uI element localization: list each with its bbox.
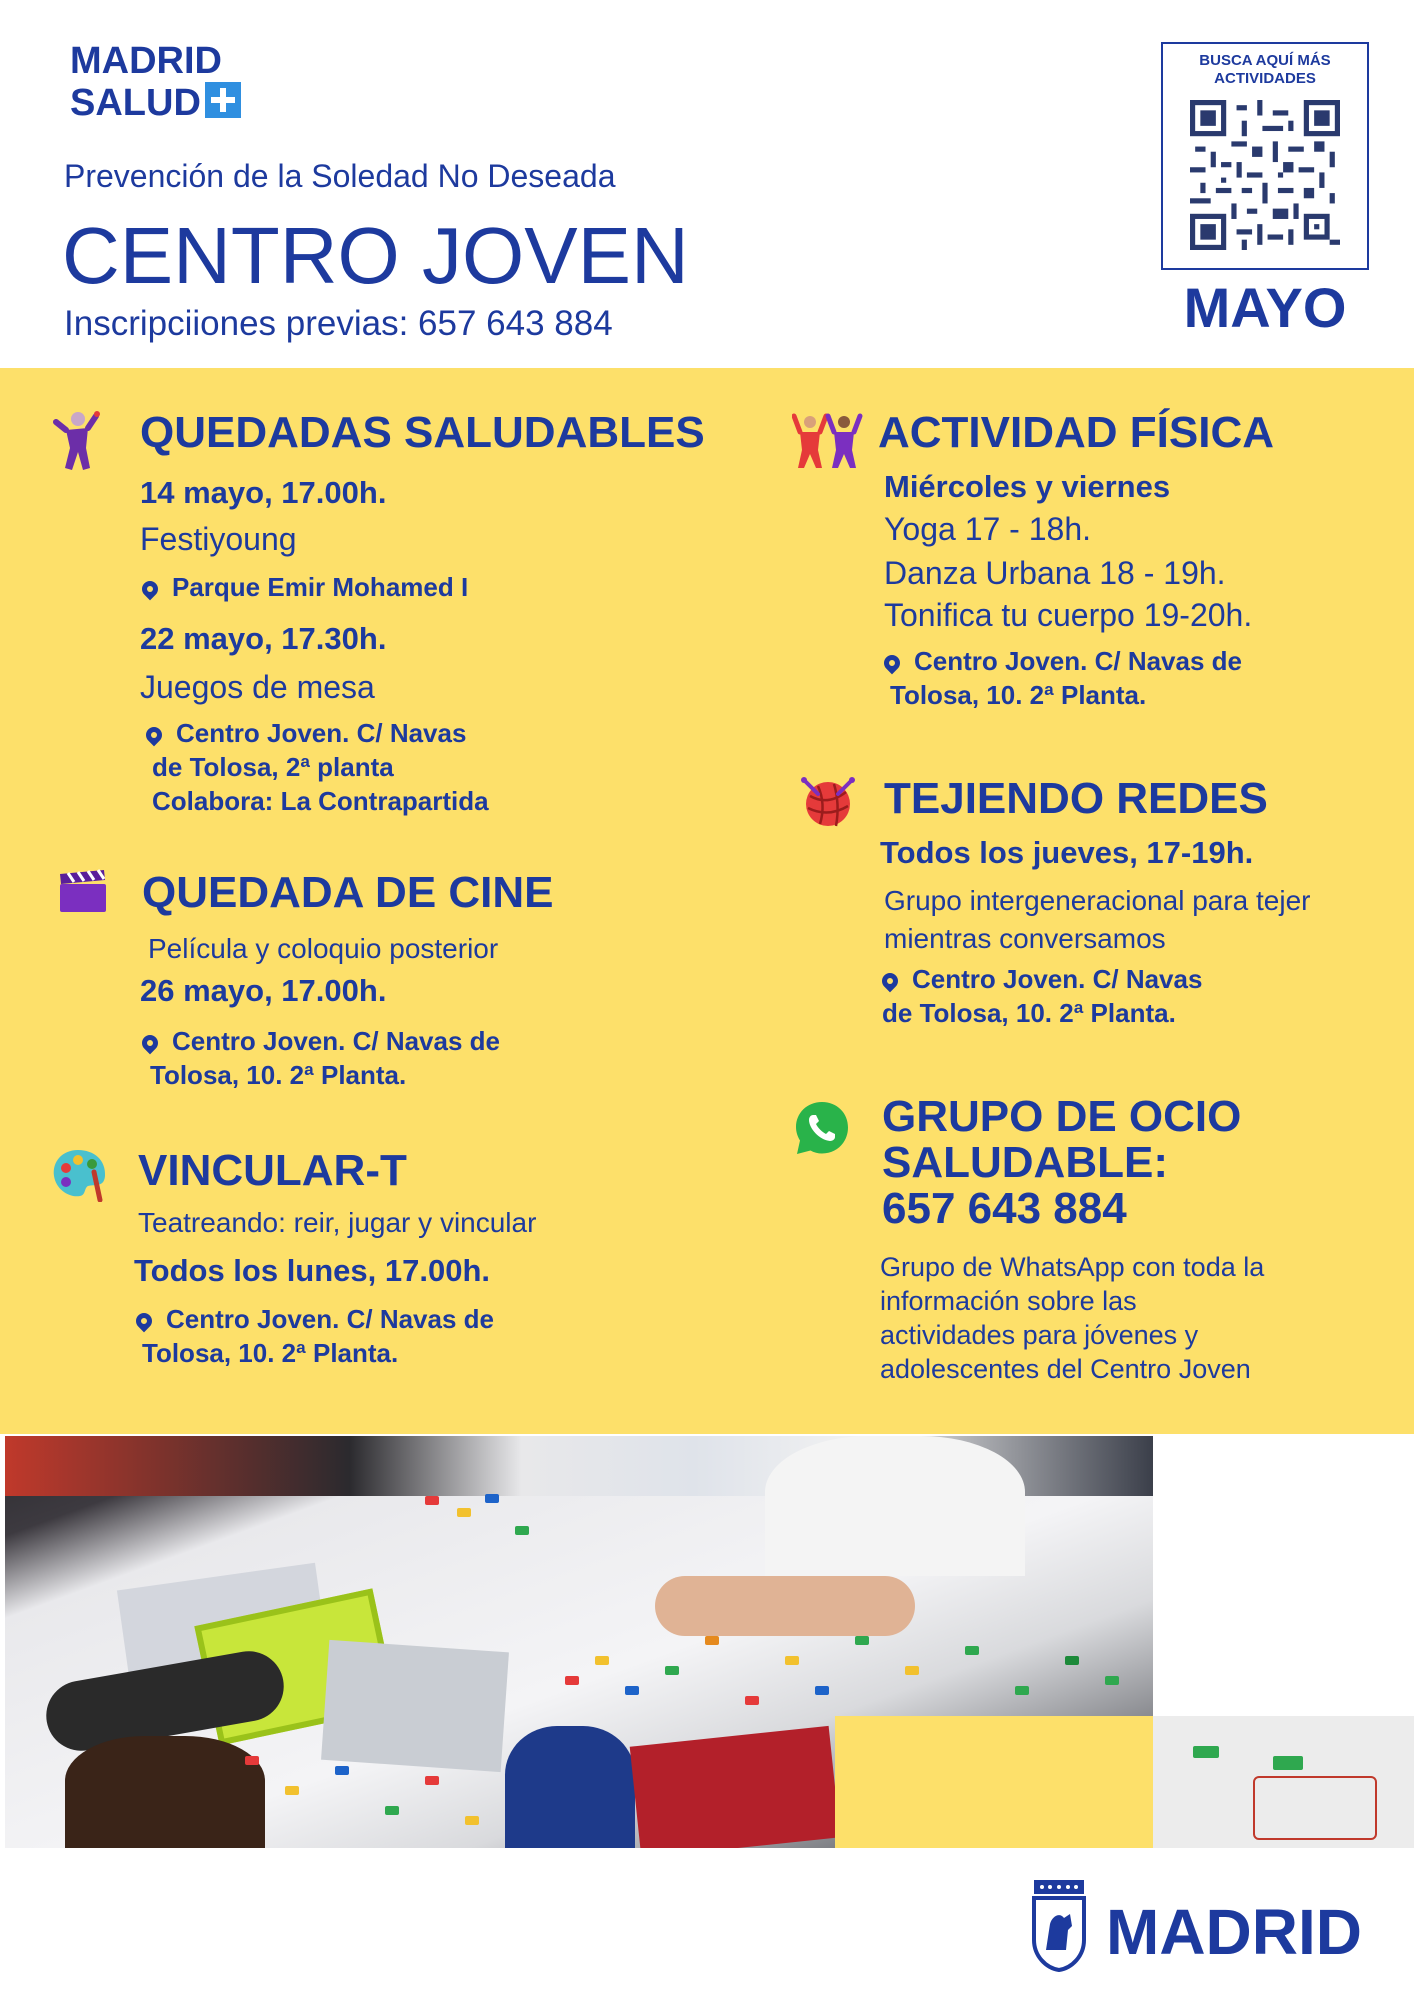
ocio-phone: 657 643 884	[882, 1184, 1127, 1233]
location-pin-icon	[879, 970, 902, 993]
page-title: CENTRO JOVEN	[62, 211, 689, 300]
plus-icon	[205, 82, 241, 118]
location-pin-icon	[139, 1032, 162, 1055]
tejiendo-title: TEJIENDO REDES	[884, 774, 1268, 823]
madrid-salud-logo	[70, 40, 241, 124]
madrid-coat-of-arms-icon	[1030, 1880, 1088, 1972]
dancing-person-icon	[52, 410, 102, 476]
qr-caption: BUSCA AQUÍ MÁS ACTIVIDADES	[1199, 52, 1331, 87]
vincular-date: Todos los lunes, 17.00h.	[134, 1253, 491, 1288]
quedadas-location-1: Parque Emir Mohamed I	[142, 570, 468, 604]
location-pin-icon	[881, 652, 904, 675]
quedadas-date-1: 14 mayo, 17.00h.	[140, 475, 387, 510]
cine-date: 26 mayo, 17.00h.	[140, 973, 387, 1008]
location-pin-icon	[139, 578, 162, 601]
quedadas-location-2: Centro Joven. C/ Navas de Tolosa, 2ª planta Colabora: La Contrapartida	[146, 716, 489, 818]
fisica-item-3: Tonifica tu cuerpo 19-20h.	[884, 597, 1253, 633]
fisica-days: Miércoles y viernes	[884, 469, 1171, 504]
fisica-title: ACTIVIDAD FÍSICA	[878, 408, 1274, 457]
logo-madrid-text: MADRID	[70, 40, 222, 82]
palette-icon	[50, 1146, 108, 1202]
activity-photo	[5, 1436, 1153, 1848]
clapperboard-icon	[58, 868, 108, 914]
quedadas-event-2: Juegos de mesa	[140, 669, 375, 705]
location-pin-icon	[133, 1310, 156, 1333]
yarn-ball-icon	[800, 776, 856, 832]
ocio-description: Grupo de WhatsApp con toda la información sobre las actividades para jóvenes y adolescentes del Centro Joven	[880, 1252, 1265, 1384]
qr-code-icon	[1190, 100, 1340, 250]
vincular-location: Centro Joven. C/ Navas de Tolosa, 10. 2ª Planta.	[136, 1302, 494, 1370]
month-label: MAYO	[1183, 276, 1347, 339]
ocio-title: GRUPO DE OCIO SALUDABLE: 657 643 884	[882, 1092, 1242, 1233]
quedadas-event-1: Festiyoung	[140, 521, 297, 557]
tejiendo-description: Grupo intergeneracional para tejer mientras conversamos	[884, 885, 1311, 954]
tejiendo-location: Centro Joven. C/ Navas de Tolosa, 10. 2ª Planta.	[882, 962, 1202, 1030]
photo-corner-detail	[1153, 1716, 1414, 1848]
logo-salud-text: SALUD	[70, 82, 201, 124]
whatsapp-icon[interactable]	[792, 1098, 852, 1158]
cine-title: QUEDADA DE CINE	[142, 868, 554, 917]
cine-location: Centro Joven. C/ Navas de Tolosa, 10. 2ª Planta.	[142, 1024, 500, 1092]
fisica-item-2: Danza Urbana 18 - 19h.	[884, 555, 1226, 591]
quedadas-title: QUEDADAS SALUDABLES	[140, 408, 705, 457]
tejiendo-date: Todos los jueves, 17-19h.	[880, 835, 1254, 870]
page-subtitle: Prevención de la Soledad No Deseada	[64, 158, 616, 194]
cine-description: Película y coloquio posterior	[148, 933, 499, 964]
vincular-description: Teatreando: reir, jugar y vincular	[138, 1207, 537, 1238]
fisica-item-1: Yoga 17 - 18h.	[884, 511, 1091, 547]
people-exercising-icon	[792, 410, 864, 472]
madrid-footer-logo: MADRID	[1106, 1896, 1362, 1968]
vincular-title: VINCULAR-T	[138, 1146, 407, 1195]
qr-code-box[interactable]	[1161, 42, 1369, 270]
fisica-location: Centro Joven. C/ Navas de Tolosa, 10. 2ª Planta.	[884, 644, 1242, 712]
location-pin-icon	[143, 724, 166, 747]
quedadas-date-2: 22 mayo, 17.30h.	[140, 621, 387, 656]
registration-phone: Inscripciiones previas: 657 643 884	[64, 304, 613, 343]
